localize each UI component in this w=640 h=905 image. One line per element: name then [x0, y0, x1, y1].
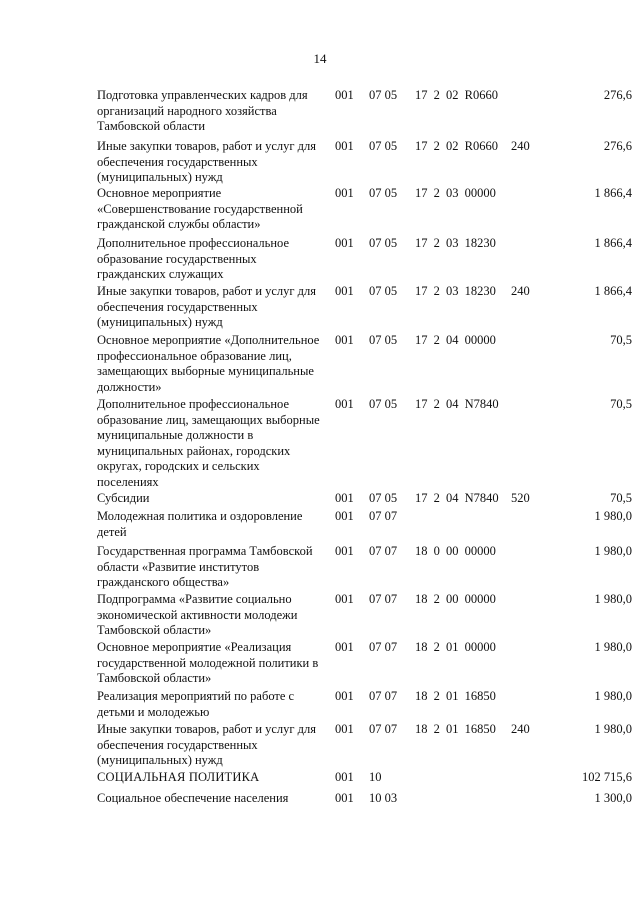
row-grbs-code: 001 — [335, 186, 354, 200]
row-amount: 1 866,4 — [594, 186, 632, 200]
row-grbs-code: 001 — [335, 722, 354, 736]
row-amount: 1 866,4 — [594, 236, 632, 250]
row-grbs-code: 001 — [335, 284, 354, 298]
row-expense-type: 240 — [511, 722, 530, 736]
row-target-article: 17 2 04 N7840 — [415, 491, 499, 505]
row-grbs-code: 001 — [335, 689, 354, 703]
row-section-code: 07 05 — [369, 139, 398, 153]
row-grbs-code: 001 — [335, 640, 354, 654]
row-expense-type: 240 — [511, 284, 530, 298]
row-section-code: 07 07 — [369, 640, 398, 654]
row-section-code: 07 07 — [369, 592, 398, 606]
row-target-article: 18 2 01 16850 — [415, 722, 496, 736]
row-section-code: 07 05 — [369, 333, 398, 347]
row-name: Дополнительное профессиональное образование государственных гражданских служащих — [97, 236, 289, 281]
row-amount: 1 980,0 — [594, 640, 632, 654]
row-name: Подпрограмма «Развитие социально экономической активности молодежи Тамбовской области» — [97, 592, 298, 637]
row-target-article: 17 2 03 18230 — [415, 284, 496, 298]
row-expense-type: 520 — [511, 491, 530, 505]
row-target-article: 18 0 00 00000 — [415, 544, 496, 558]
row-amount: 1 866,4 — [594, 284, 632, 298]
row-name: Иные закупки товаров, работ и услуг для обеспечения государственных (муниципальных) нужд — [97, 139, 317, 184]
row-name: Основное мероприятие «Дополнительное профессиональное образование лиц, замещающих выборные муниципальные должности» — [97, 333, 320, 394]
row-amount: 102 715,6 — [582, 770, 632, 784]
row-name: СОЦИАЛЬНАЯ ПОЛИТИКА — [97, 770, 260, 784]
row-section-code: 07 05 — [369, 397, 398, 411]
row-amount: 1 300,0 — [594, 791, 632, 805]
row-target-article: 18 2 00 00000 — [415, 592, 496, 606]
row-name: Социальное обеспечение населения — [97, 791, 289, 805]
row-section-code: 10 — [369, 770, 382, 784]
row-section-code: 07 07 — [369, 509, 398, 523]
row-section-code: 07 05 — [369, 236, 398, 250]
row-amount: 1 980,0 — [594, 722, 632, 736]
row-amount: 276,6 — [603, 88, 632, 102]
row-name: Молодежная политика и оздоровление детей — [97, 509, 303, 539]
row-amount: 1 980,0 — [594, 592, 632, 606]
row-name: Основное мероприятие «Совершенствование государственной гражданской службы области» — [97, 186, 303, 231]
row-name: Основное мероприятие «Реализация государственной молодежной политики в Тамбовской области» — [97, 640, 319, 685]
row-amount: 70,5 — [610, 397, 632, 411]
row-grbs-code: 001 — [335, 88, 354, 102]
row-target-article: 18 2 01 00000 — [415, 640, 496, 654]
page-number: 14 — [313, 51, 327, 66]
row-section-code: 07 05 — [369, 186, 398, 200]
row-amount: 276,6 — [603, 139, 632, 153]
row-name: Дополнительное профессиональное образование лиц, замещающих выборные муниципальные должности в муниципальных районах, городских округах, городских и сельских поселениях — [97, 397, 320, 489]
row-grbs-code: 001 — [335, 544, 354, 558]
row-section-code: 07 05 — [369, 284, 398, 298]
row-name: Субсидии — [97, 491, 150, 505]
row-amount: 70,5 — [610, 491, 632, 505]
row-target-article: 18 2 01 16850 — [415, 689, 496, 703]
row-target-article: 17 2 03 00000 — [415, 186, 496, 200]
row-amount: 1 980,0 — [594, 509, 632, 523]
row-section-code: 07 05 — [369, 491, 398, 505]
row-amount: 1 980,0 — [594, 544, 632, 558]
row-target-article: 17 2 02 R0660 — [415, 139, 498, 153]
row-grbs-code: 001 — [335, 491, 354, 505]
row-grbs-code: 001 — [335, 236, 354, 250]
row-amount: 1 980,0 — [594, 689, 632, 703]
row-section-code: 07 07 — [369, 544, 398, 558]
row-name: Подготовка управленческих кадров для организаций народного хозяйства Тамбовской области — [97, 88, 308, 133]
row-grbs-code: 001 — [335, 509, 354, 523]
row-name: Иные закупки товаров, работ и услуг для обеспечения государственных (муниципальных) нужд — [97, 722, 317, 767]
row-grbs-code: 001 — [335, 770, 354, 784]
row-name: Реализация мероприятий по работе с детьми и молодежью — [97, 689, 295, 719]
row-target-article: 17 2 02 R0660 — [415, 88, 498, 102]
row-name: Иные закупки товаров, работ и услуг для обеспечения государственных (муниципальных) нужд — [97, 284, 317, 329]
row-grbs-code: 001 — [335, 397, 354, 411]
row-target-article: 17 2 04 N7840 — [415, 397, 499, 411]
row-grbs-code: 001 — [335, 139, 354, 153]
row-expense-type: 240 — [511, 139, 530, 153]
row-name: Государственная программа Тамбовской области «Развитие институтов гражданского общества» — [97, 544, 313, 589]
row-target-article: 17 2 04 00000 — [415, 333, 496, 347]
row-section-code: 07 07 — [369, 689, 398, 703]
row-section-code: 07 05 — [369, 88, 398, 102]
row-amount: 70,5 — [610, 333, 632, 347]
row-grbs-code: 001 — [335, 592, 354, 606]
row-section-code: 07 07 — [369, 722, 398, 736]
row-target-article: 17 2 03 18230 — [415, 236, 496, 250]
row-grbs-code: 001 — [335, 333, 354, 347]
row-grbs-code: 001 — [335, 791, 354, 805]
row-section-code: 10 03 — [369, 791, 398, 805]
